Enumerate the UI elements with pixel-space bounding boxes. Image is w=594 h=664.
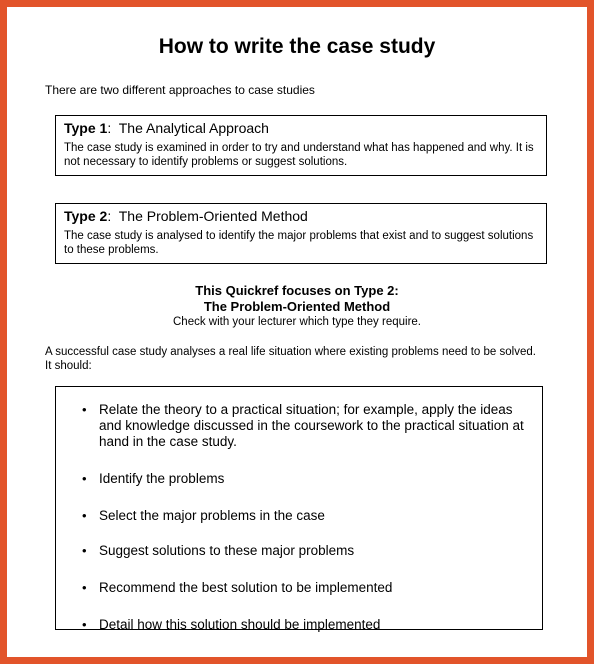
list-item [56, 543, 542, 559]
type1-box [55, 115, 547, 176]
type1-label: Type 1 [64, 120, 108, 136]
type2-description: The case study is analysed to identify the major problems that exist and to suggest solutions to these problems. [64, 230, 534, 256]
list-item [56, 471, 542, 487]
bullet-icon: • [82, 402, 87, 417]
list-item-text: Select the major problems in the case [99, 508, 325, 523]
requirements-box [55, 386, 543, 630]
list-item [56, 402, 542, 450]
type2-box [55, 203, 547, 264]
bullet-icon: • [82, 580, 87, 595]
focus-line3: Check with your lecturer which type they require. [173, 316, 421, 328]
type1-name: The Analytical Approach [118, 120, 269, 136]
page-title: How to write the case study [158, 35, 436, 58]
list-item [56, 508, 542, 524]
intro-text: There are two different approaches to case studies [45, 83, 315, 97]
bullet-icon: • [82, 617, 87, 632]
focus-line1: This Quickref focuses on Type 2: [195, 283, 399, 298]
type2-heading: Type 2: The Problem-Oriented Method [64, 208, 308, 224]
list-item [56, 617, 542, 633]
type2-name: The Problem-Oriented Method [118, 208, 308, 224]
type1-heading: Type 1: The Analytical Approach [64, 120, 269, 136]
list-item-text: Suggest solutions to these major problems [99, 543, 355, 558]
list-item-text: Relate the theory to a practical situation; for example, apply the ideas and knowledge discussed in the coursework to the practical situation at hand in the case study. [99, 402, 524, 449]
type2-label: Type 2 [64, 208, 108, 224]
bullet-icon: • [82, 471, 87, 486]
bullet-icon: • [82, 543, 87, 558]
list-item-text: Recommend the best solution to be implemented [99, 580, 393, 595]
focus-line2: The Problem-Oriented Method [203, 299, 391, 314]
list-item-text: Identify the problems [99, 471, 225, 486]
lead-text: A successful case study analyses a real life situation where existing problems need to be solved. It should: [45, 346, 536, 372]
type1-description: The case study is examined in order to try and understand what has happened and why. It is not necessary to identify problems or suggest solutions. [64, 142, 534, 168]
list-item-text: Detail how this solution should be implemented [99, 617, 381, 632]
focus-note [7, 283, 587, 329]
list-item [56, 580, 542, 596]
bullet-icon: • [82, 508, 87, 523]
